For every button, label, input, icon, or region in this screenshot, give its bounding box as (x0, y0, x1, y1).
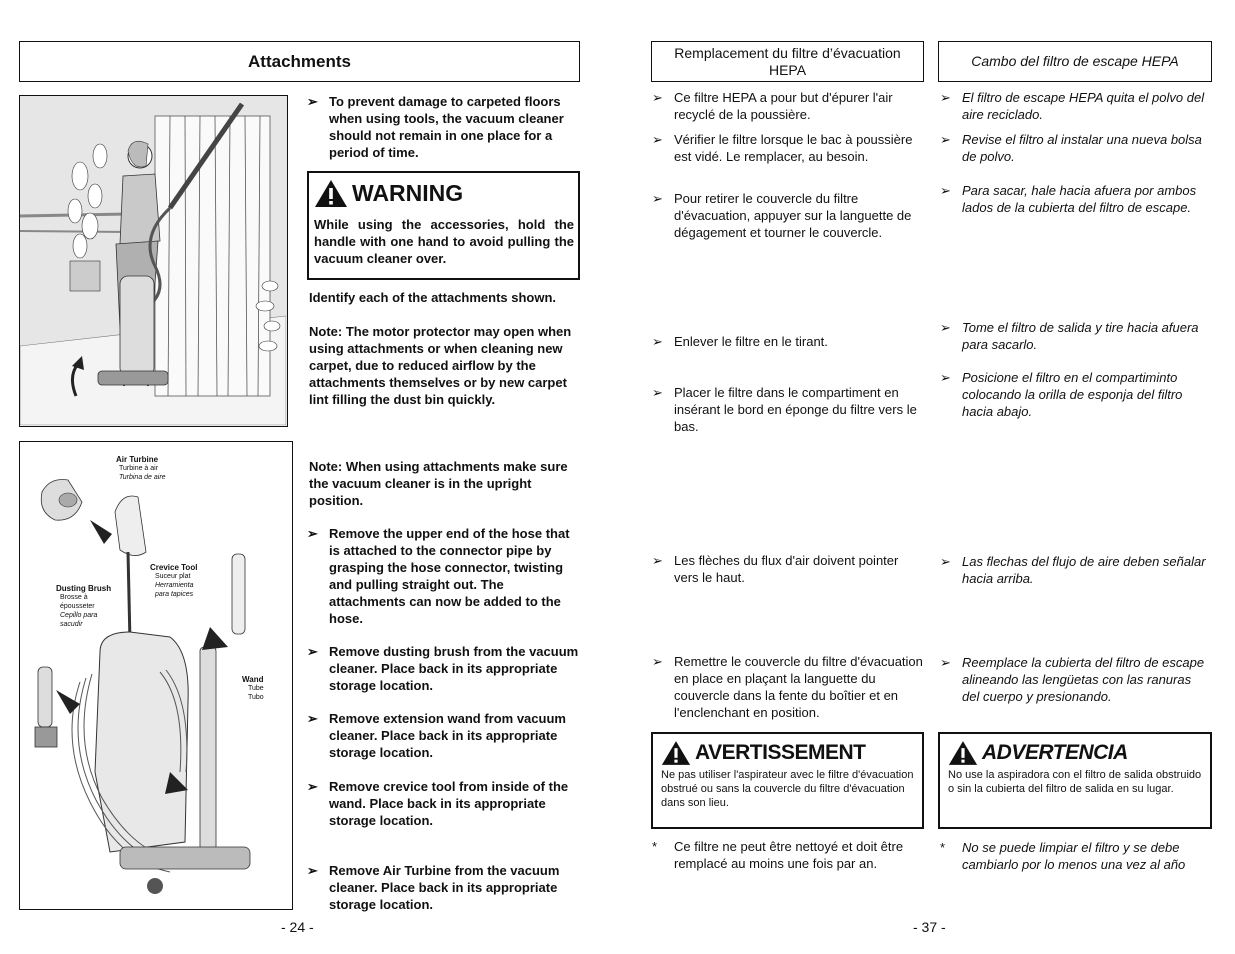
step-item: ➢ Remove the upper end of the hose that is attached to the connector pipe by grasping the hose connector, twisting and pulling straight out. The attachments can now be added to the hose. (307, 526, 570, 626)
es-warning-text: No use la aspiradora con el filtro de salida obstruido o sin la cubierta del filtro de salida en su lugar. (948, 769, 1202, 795)
bullet-arrow-icon: ➢ (307, 644, 318, 659)
bullet-arrow-icon: ➢ (307, 94, 318, 109)
bullet-arrow-icon: ➢ (940, 320, 951, 335)
es-note: * No se puede limpiar el filtro y se debe cambiarlo por lo menos una vez al año (940, 840, 1186, 872)
es-warning-title-row (948, 740, 1204, 766)
warning-triangle-icon (314, 179, 348, 208)
fr-warning-box (651, 732, 924, 829)
bullet-arrow-icon: ➢ (652, 132, 663, 147)
bullet-arrow-icon: ➢ (940, 370, 951, 385)
fr-bullet: ➢ Les flèches du flux d'air doivent pointer vers le haut. (652, 553, 899, 585)
fr-bullet: ➢ Placer le filtre dans le compartiment en insérant le bord en éponge du filtre vers le bas. (652, 385, 917, 434)
label-dusting-brush: Dusting Brush Brosse à épousseter Cepillo para sacudir (56, 584, 112, 628)
curtain-drawing (20, 96, 286, 425)
es-header: Cambo del filtro de escape HEPA (938, 41, 1212, 82)
bullet-arrow-icon: ➢ (940, 183, 951, 198)
motor-note: Note: The motor protector may open when using attachments or when cleaning new carpet, due to reduced airflow by the attachments themselves or by new carpet lint filling the dust bin quickly. (309, 324, 572, 407)
es-bullet: ➢ Reemplace la cubierta del filtro de escape alineando las lengüetas con las ranuras del cuerpo y presionando. (940, 655, 1205, 704)
identify-text: Identify each of the attachments shown. (309, 290, 557, 305)
fr-bullet: ➢ Ce filtre HEPA a pour but d'épurer l'air recyclé de la poussière. (652, 90, 893, 122)
bullet-arrow-icon: ➢ (307, 779, 318, 794)
step-item: ➢ Remove Air Turbine from the vacuum cleaner. Place back in its appropriate storage location. (307, 863, 560, 912)
label-air-turbine: Air Turbine Turbine à air Turbina de aire (116, 455, 166, 481)
bullet-arrow-icon: ➢ (652, 654, 663, 669)
bullet-arrow-icon: ➢ (940, 655, 951, 670)
fr-warning-text: Ne pas utiliser l'aspirateur avec le filtre d'évacuation obstrué ou sans la couvercle du filtre d'évacuation dans son lieu. (661, 769, 914, 809)
step-item: ➢ Remove crevice tool from inside of the wand. Place back in its appropriate storage location. (307, 779, 569, 828)
es-bullet: ➢ Tome el filtro de salida y tire hacia afuera para sacarlo. (940, 320, 1199, 352)
label-crevice-tool: Crevice Tool Suceur plat Herramienta para tapices (150, 563, 198, 598)
es-bullet: ➢ Las flechas del flujo de aire deben señalar hacia arriba. (940, 554, 1206, 586)
page-number-right: - 37 - (913, 919, 946, 935)
bullet-arrow-icon: ➢ (652, 553, 663, 568)
curtain-illustration (19, 95, 288, 427)
es-bullet: ➢ Para sacar, hale hacia afuera por ambos lados de la cubierta del filtro de escape. (940, 183, 1197, 215)
es-bullet: ➢ Revise el filtro al instalar una nueva bolsa de polvo. (940, 132, 1202, 164)
bullet-arrow-icon: ➢ (652, 334, 663, 349)
warning-text: While using the accessories, hold the handle with one hand to avoid pulling the vacuum cleaner over. (314, 217, 574, 266)
bullet-arrow-icon: ➢ (940, 90, 951, 105)
upright-note: Note: When using attachments make sure the vacuum cleaner is in the upright position. (309, 459, 568, 508)
bullet-arrow-icon: ➢ (307, 863, 318, 878)
warning-triangle-icon (948, 740, 978, 766)
page-number-left: - 24 - (281, 919, 314, 935)
warning-title-row (314, 179, 574, 208)
es-warning-box (938, 732, 1212, 829)
warning-box (307, 171, 580, 280)
bullet-arrow-icon: ➢ (652, 385, 663, 400)
step-item: ➢ Remove dusting brush from the vacuum cleaner. Place back in its appropriate storage location. (307, 644, 579, 693)
warning-triangle-icon (661, 740, 691, 766)
attachments-header (19, 41, 580, 82)
bullet-arrow-icon: ➢ (652, 191, 663, 206)
asterisk-icon: * (940, 840, 946, 855)
fr-note: * Ce filtre ne peut être nettoyé et doit être remplacé au moins une fois par an. (652, 839, 904, 871)
label-wand: Wand Tube Tubo (242, 675, 264, 701)
es-bullet: ➢ El filtro de escape HEPA quita el polvo del aire reciclado. (940, 90, 1205, 122)
fr-bullet: ➢ Vérifier le filtre lorsque le bac à poussière est vidé. Le remplacer, au besoin. (652, 132, 913, 164)
warning-title: WARNING (352, 180, 464, 206)
fr-warning-title-row (661, 740, 916, 766)
asterisk-icon: * (652, 839, 658, 854)
intro-bullet: ➢ To prevent damage to carpeted floors when using tools, the vacuum cleaner should not remain in one place for a period of time. (307, 94, 564, 160)
attachments-diagram (19, 441, 293, 910)
fr-bullet: ➢ Remettre le couvercle du filtre d'évacuation en place en plaçant la languette du couvercle dans la fente du boîtier et en l'enclenchant en position. (652, 654, 923, 720)
step-item: ➢ Remove extension wand from vacuum cleaner. Place back in its appropriate storage location. (307, 711, 566, 760)
es-bullet: ➢ Posicione el filtro en el compartiminto colocando la orilla de esponja del filtro hacia abajo. (940, 370, 1183, 419)
bullet-arrow-icon: ➢ (307, 526, 318, 541)
bullet-arrow-icon: ➢ (940, 554, 951, 569)
es-warning-title: ADVERTENCIA (982, 741, 1128, 764)
bullet-arrow-icon: ➢ (307, 711, 318, 726)
fr-warning-title: AVERTISSEMENT (695, 741, 866, 764)
fr-bullet: ➢ Enlever le filtre en le tirant. (652, 334, 828, 349)
page-title: Attachments (248, 52, 351, 71)
bullet-arrow-icon: ➢ (940, 132, 951, 147)
fr-header: Remplacement du filtre d’évacuation HEPA (651, 41, 924, 82)
fr-bullet: ➢ Pour retirer le couvercle du filtre d'évacuation, appuyer sur la languette de dégagement et tourner le couvercle. (652, 191, 912, 240)
bullet-arrow-icon: ➢ (652, 90, 663, 105)
